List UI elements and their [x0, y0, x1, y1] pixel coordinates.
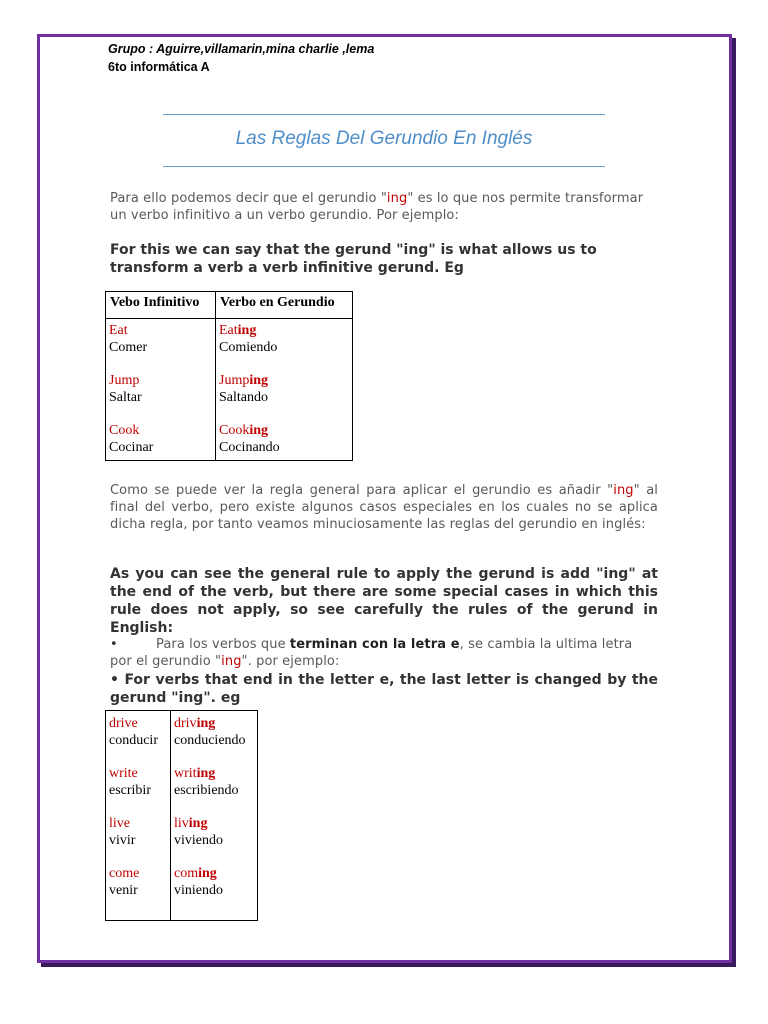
verb-spanish: Cocinar	[109, 440, 154, 455]
ing-suffix: ing	[237, 323, 257, 338]
rule-spanish	[110, 482, 658, 533]
gerund-spanish: Cocinando	[219, 440, 280, 455]
gerund-english: Jumping	[219, 373, 269, 388]
verb-english: Eat	[109, 323, 128, 338]
header-infinitive: Vebo Infinitivo	[106, 292, 216, 319]
gerund-english: Eating	[219, 323, 257, 338]
verb-english: live	[109, 816, 130, 831]
intro-spanish-before: Para ello podemos decir que el gerundio "	[110, 191, 387, 206]
ing-suffix: ing	[198, 866, 217, 881]
ing-suffix: ing	[196, 716, 216, 731]
header-gerund: Verbo en Gerundio	[216, 292, 353, 319]
ing-highlight: ing	[613, 483, 634, 498]
intro-spanish	[110, 190, 658, 224]
verb-table-general	[105, 291, 353, 461]
verb-english: write	[109, 766, 138, 781]
gerund-english: coming	[174, 866, 217, 881]
ing-highlight: ing	[221, 654, 242, 669]
rule-spanish-after: " al final del verbo, pero existe algunos casos especiales en los cuales no se aplica dicha regla, por tanto veamos minuciosamente las reglas del gerundio en inglés:	[110, 483, 658, 532]
verb-table-ending-e	[105, 710, 258, 921]
infinitive-column	[106, 711, 171, 921]
verb-spanish: vivir	[109, 833, 136, 848]
ing-highlight: ing	[386, 191, 408, 206]
rule-english: As you can see the general rule to apply the gerund is add "ing" at the end of the verb, but there are some special cases in which this rule does not apply, so see carefully the rules of the gerund in English:	[110, 566, 658, 636]
verb-spanish: venir	[109, 883, 138, 898]
table-row	[106, 711, 258, 921]
gerund-spanish: viniendo	[174, 883, 223, 898]
ing-suffix: ing	[249, 373, 269, 388]
gerund-english: living	[174, 816, 208, 831]
gerund-spanish: escribiendo	[174, 783, 239, 798]
table-header-row	[106, 292, 353, 319]
verb-spanish: conducir	[109, 733, 158, 748]
gerund-spanish: conduciendo	[174, 733, 246, 748]
verb-spanish: Comer	[109, 340, 148, 355]
verb-spanish: Saltar	[109, 390, 142, 405]
verb-spanish: escribir	[109, 783, 151, 798]
bullet-dot: •	[110, 637, 118, 652]
group-members: Grupo : Aguirre,villamarin,mina charlie ,lema	[108, 42, 375, 56]
ing-suffix: ing	[249, 423, 269, 438]
page-title: Las Reglas Del Gerundio En Inglés	[235, 128, 533, 149]
intro-english: For this we can say that the gerund "ing" is what allows us to transform a verb a verb infinitive gerund. Eg	[110, 242, 597, 276]
gerund-english: driving	[174, 716, 216, 731]
gerund-spanish: Saltando	[219, 390, 268, 405]
gerund-column	[216, 319, 353, 461]
rule-spanish-before: Como se puede ver la regla general para aplicar el gerundio es añadir "	[110, 483, 614, 498]
gerund-english: Cooking	[219, 423, 269, 438]
verb-english: drive	[109, 716, 138, 731]
bullet-spanish: • Para los verbos que terminan con la letra e, se cambia la ultima letra por el gerundio "ing". por ejemplo:	[110, 637, 633, 669]
infinitive-column	[106, 319, 216, 461]
table-row	[106, 319, 353, 461]
ing-suffix: ing	[188, 816, 208, 831]
gerund-spanish: viviendo	[174, 833, 223, 848]
gerund-column	[171, 711, 258, 921]
intro-spanish-after: " es lo que nos permite transformar un verbo infinitivo a un verbo gerundio. Por ejemplo:	[110, 191, 644, 223]
gerund-spanish: Comiendo	[219, 340, 278, 355]
title-rule-top	[163, 114, 605, 115]
gerund-english: writing	[174, 766, 216, 781]
verb-english: Cook	[109, 423, 140, 438]
bullet-emphasis: terminan con la letra e	[289, 637, 460, 652]
title-rule-bottom	[163, 166, 605, 167]
verb-english: Jump	[109, 373, 140, 388]
ing-suffix: ing	[196, 766, 216, 781]
bullet-english: • For verbs that end in the letter e, the last letter is changed by the gerund "ing". eg	[110, 672, 658, 706]
class-name: 6to informática A	[108, 60, 210, 74]
verb-english: come	[109, 866, 140, 881]
